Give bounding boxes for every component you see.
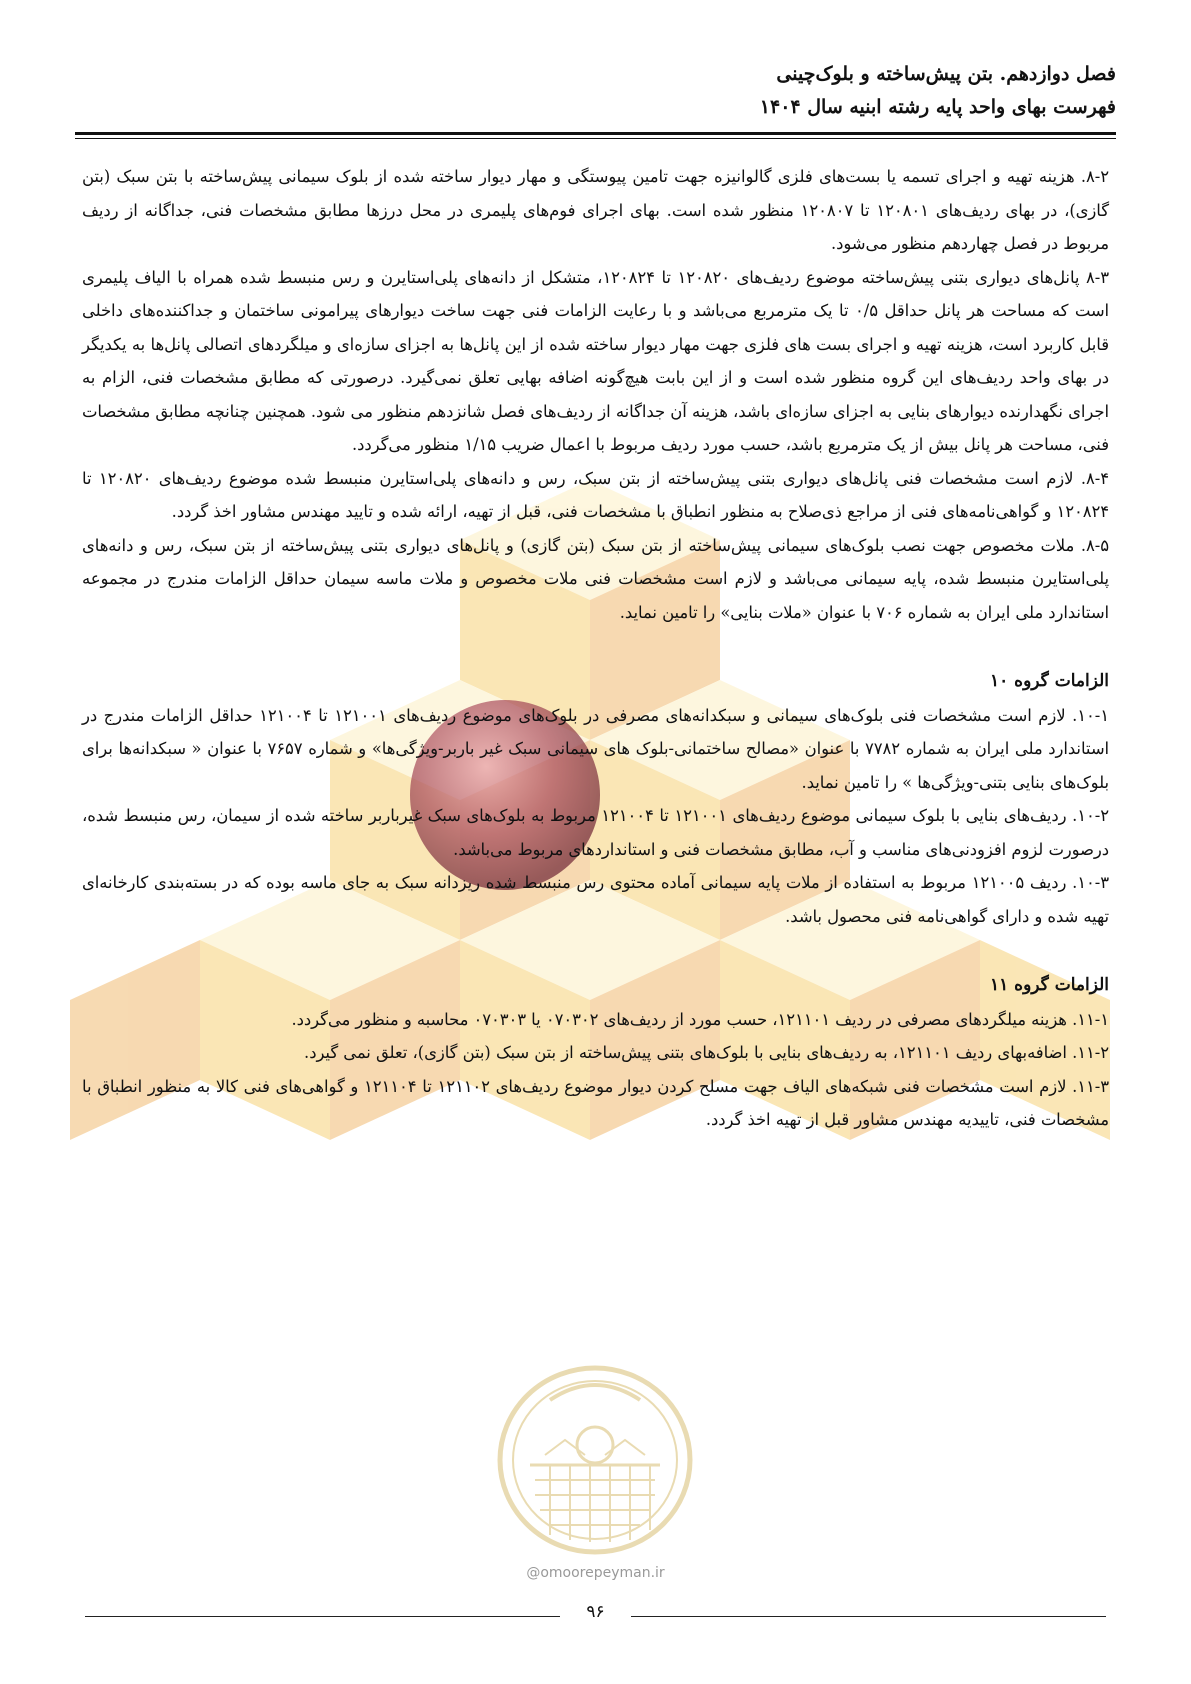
- watermark-seal-logo: [490, 1360, 700, 1560]
- footer-rule-right: [631, 1616, 1106, 1617]
- paragraph-8-4: ۸-۴. لازم است مشخصات فنی پانل‌های دیواری بتنی پیش‌ساخته از بتن سبک، رس و دانه‌های پلی‌استایرن منبسط شده موضوع ردیف‌های ۱۲۰۸۲۰ تا ۱۲۰۸۲۴ و گواهی‌نامه‌های فنی از مراجع ذی‌صلاح به منظور انطباق با مشخصات فنی، قبل از تهیه، ارائه شده و تایید مهندس مشاور اخذ گردد.: [82, 468, 1109, 521]
- header-rule-thin: [75, 138, 1116, 139]
- paragraph-11-2: ۱۱-۲. اضافه‌بهای ردیف ۱۲۱۱۰۱، به ردیف‌های بنایی با بلوک‌های بتنی پیش‌ساخته از بتن سبک (بتن گازی)، تعلق نمی گیرد.: [304, 1043, 1109, 1062]
- paragraph-8-5: ۸-۵. ملات مخصوص جهت نصب بلوک‌های سیمانی پیش‌ساخته از بتن سبک (بتن گازی) و پانل‌های دیواری بتنی پیش‌ساخته از بتن سبک، رس و دانه‌های پلی‌استایرن منبسط شده، پایه سیمانی می‌باشد و لازم است مشخصات فنی ملات مخصوص و ملات ماسه سیمان حداقل الزامات مندرج در مجموعه استاندارد ملی ایران به شماره ۷۰۶ با عنوان «ملات بنایی» را تامین نماید.: [82, 535, 1109, 622]
- heading-group-11: الزامات گروه ۱۱: [990, 975, 1109, 995]
- heading-group-10: الزامات گروه ۱۰: [990, 671, 1109, 691]
- paragraph-10-1: ۱۰-۱. لازم است مشخصات فنی بلوک‌های سیمانی و سبکدانه‌های مصرفی در بلوک‌های موضوع ردیف‌های ۱۲۱۰۰۱ تا ۱۲۱۰۰۴ حداقل الزامات مندرج در استاندارد ملی ایران به شماره ۷۷۸۲ با عنوان «مصالح ساختمانی-بلوک های سیمانی سبک غیر باربر-ویژگی‌ها» و شماره ۷۶۵۷ با عنوان « سبکدانه‌ها برای بلوک‌های بنایی بتنی-ویژگی‌ها » را تامین نماید.: [82, 705, 1110, 792]
- spacer: [82, 933, 1109, 969]
- body-content: [82, 160, 1109, 1137]
- paragraph-8-2: ۸-۲. هزینه تهیه و اجرای تسمه یا بست‌های فلزی گالوانیزه جهت تامین پیوستگی و مهار دیوار ساخته شده از بلوک سیمانی پیش‌ساخته با بتن سبک (بتن گازی)، در بهای ردیف‌های ۱۲۰۸۰۱ تا ۱۲۰۸۰۷ منظور شده است. بهای اجرای فوم‌های پلیمری در محل درزها مطابق مشخصات فنی، جداگانه از ردیف مربوط در فصل چهاردهم منظور می‌شود.: [82, 167, 1110, 253]
- spacer: [82, 629, 1109, 665]
- paragraph-10-3: ۱۰-۳. ردیف ۱۲۱۰۰۵ مربوط به استفاده از ملات پایه سیمانی آماده محتوی رس منبسط شده ریزدانه سبک به جای ماسه بوده که در بسته‌بندی کارخانه‌ای تهیه شده و دارای گواهی‌نامه فنی محصول باشد.: [82, 873, 1109, 926]
- price-list-title: فهرست بهای واحد پایه رشته ابنیه سال ۱۴۰۴: [759, 96, 1116, 118]
- watermark-site-text: @omoorepeyman.ir: [526, 1565, 665, 1581]
- page-number: ۹۶: [586, 1602, 605, 1622]
- paragraph-11-1: ۱۱-۱. هزینه میلگردهای مصرفی در ردیف ۱۲۱۱۰۱، حسب مورد از ردیف‌های ۰۷۰۳۰۲ یا ۰۷۰۳۰۳ محاسبه و منظور می‌گردد.: [291, 1009, 1109, 1029]
- page-footer: [0, 1598, 1191, 1628]
- chapter-title: فصل دوازدهم. بتن پیش‌ساخته و بلوک‌چینی: [776, 63, 1116, 85]
- header-rule-thick: [75, 132, 1116, 135]
- paragraph-11-3: ۱۱-۳. لازم است مشخصات فنی شبکه‌های الیاف جهت مسلح کردن دیوار موضوع ردیف‌های ۱۲۱۱۰۲ تا ۱۲۱۱۰۴ و گواهی‌های فنی کالا به منظور انطباق با مشخصات فنی، تاییدیه مهندس مشاور قبل از تهیه اخذ گردد.: [82, 1076, 1110, 1129]
- paragraph-10-2: ۱۰-۲. ردیف‌های بنایی با بلوک سیمانی موضوع ردیف‌های ۱۲۱۰۰۱ تا ۱۲۱۰۰۴ مربوط به بلوک‌های سبک غیرباربر ساخته شده از سیمان، رس منبسط شده، درصورت لزوم افزودنی‌های مناسب و آب، مطابق مشخصات فنی و استانداردهای مربوط می‌باشد.: [82, 806, 1110, 859]
- page-header: [75, 58, 1116, 124]
- paragraph-8-3: ۸-۳ پانل‌های دیواری بتنی پیش‌ساخته موضوع ردیف‌های ۱۲۰۸۲۰ تا ۱۲۰۸۲۴، متشکل از دانه‌های پلی‌استایرن و رس منبسط شده همراه با الیاف پلیمری است که مساحت هر پانل حداقل ۰/۵ تا یک مترمربع می‌باشد و با رعایت الزامات فنی جهت ساخت دیوارهای پیرامونی ساختمان و جداکننده‌های داخلی قابل کاربرد است، هزینه تهیه و اجرای بست های فلزی جهت مهار دیوار ساخته شده از این پانل‌ها به اجزای سازه‌ای و میلگردهای اتصالی پانل‌ها به یکدیگر در بهای واحد ردیف‌های این گروه منظور شده است و از این بابت هیچ‌گونه اضافه بهایی تعلق نمی‌گیرد. درصورتی که مطابق مشخصات فنی، الزام به اجرای نگهدارنده دیوارهای بنایی به اجزای سازه‌ای باشد، هزینه آن جداگانه از ردیف‌های فصل شانزدهم منظور می شود. همچنین چنانچه مطابق مشخصات فنی، مساحت هر پانل بیش از یک مترمربع باشد، حسب مورد ردیف مربوط با اعمال ضریب ۱/۱۵ منظور می‌گردد.: [82, 267, 1109, 454]
